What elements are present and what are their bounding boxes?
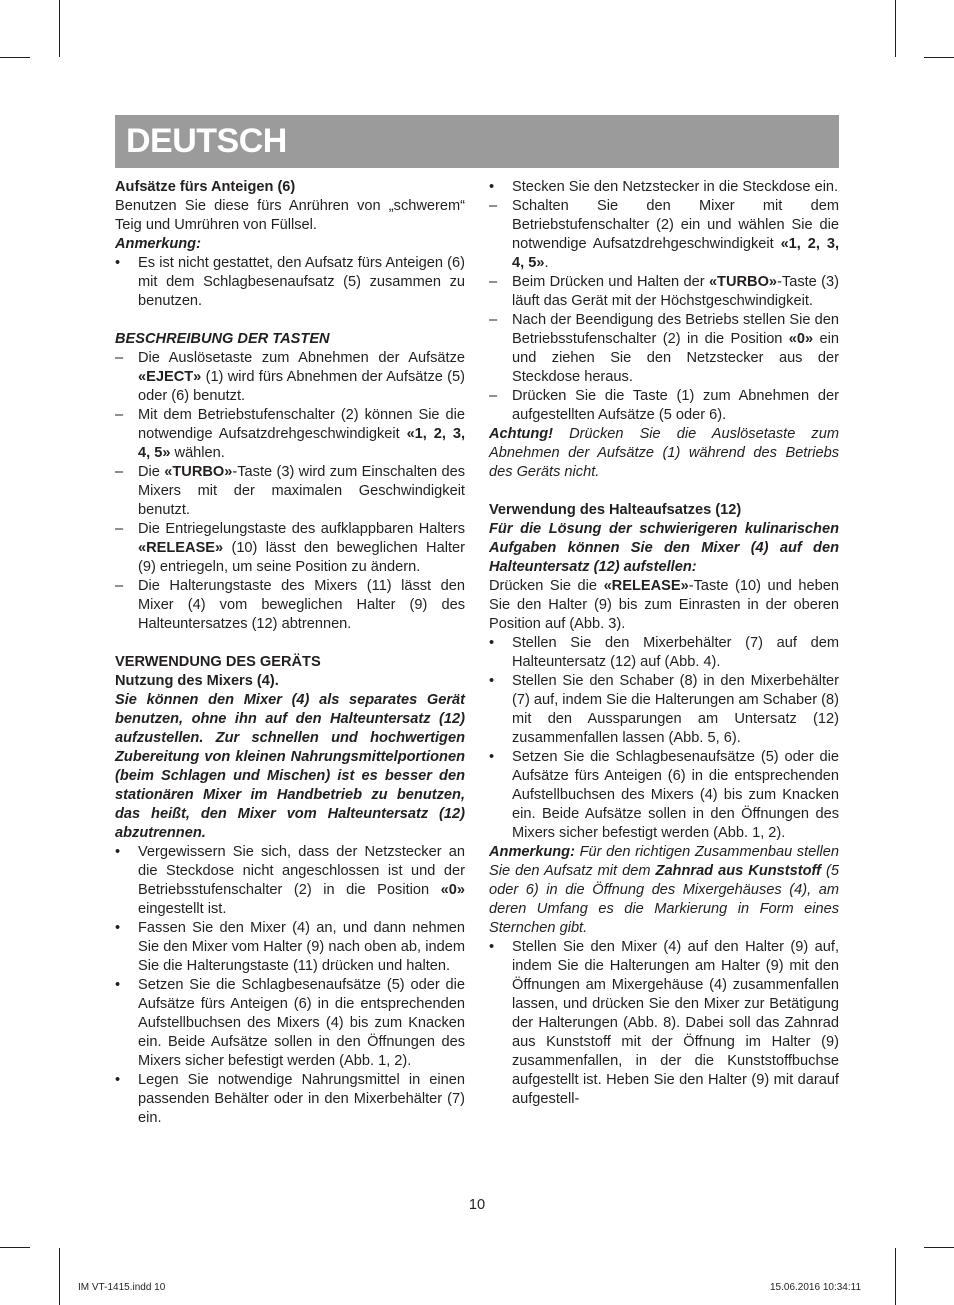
dash-mark: –: [489, 274, 498, 290]
list-item-text: Die Halterungstaste des Mixers (11) lässt den Mixer (4) vom beweglichen Halter (9) des Halteuntersatzes (12) abtrennen.: [138, 578, 465, 632]
list-item: [489, 273, 839, 311]
list-item-text: Es ist nicht gestattet, den Aufsatz fürs Anteigen (6) mit dem Schlagbesenaufsatz (5) zusammen zu benutzen.: [138, 255, 465, 309]
key-label: «1, 2, 3, 4, 5»: [512, 236, 839, 271]
key-label: «0»: [440, 882, 465, 898]
list-item-text: Vergewissern Sie sich, dass der Netzstecker an die Steckdose nicht angeschlossen ist und der Betriebsstufenschalter (2) in die Position: [138, 844, 465, 898]
note-emphasis: Zahnrad aus Kunststoff: [655, 863, 821, 879]
list-item: [115, 520, 465, 577]
list-item-text: eingestellt ist.: [138, 901, 227, 917]
list-item-text: Nach der Beendigung des Betriebs stellen Sie den Betriebsstufenschalter (2) in die Position: [512, 312, 839, 347]
key-label: «0»: [788, 331, 814, 347]
left-column: [115, 178, 465, 1128]
list-item: [115, 843, 465, 919]
list-item-text: Stellen Sie den Mixer (4) auf den Halter (9) auf, indem Sie die Halterungen am Halter (9) mit den Öffnungen am Mixergehäuse (4) zusammenfallen lassen, und drücken Sie den Mixer zur Betätigung der Halterungen (Abb. 8). Dabei soll das Zahnrad aus Kunststoff mit der Öffnung im Halter (9) zusammenfallen, in der die Kunststoffbuchse aufgestellt ist. Heben Sie den Halter (9) mit darauf aufgestell-: [512, 939, 839, 1107]
dash-mark: –: [115, 578, 124, 594]
bullet-mark: •: [489, 749, 495, 765]
list-item: [115, 577, 465, 634]
key-label: «1, 2, 3, 4, 5»: [138, 426, 465, 461]
crop-mark: [0, 1247, 30, 1248]
list-item-text: -Taste (3) wird zum Einschalten des Mixers mit der maximalen Geschwindigkeit benutzt.: [138, 464, 466, 518]
list-item-text: Beim Drücken und Halten der: [512, 274, 709, 290]
language-banner: [115, 115, 839, 168]
dash-mark: –: [115, 521, 124, 537]
paragraph-text: Drücken Sie die: [489, 578, 604, 594]
note-text: Für den richtigen Zusammenbau stellen Sie den Aufsatz mit dem: [489, 844, 839, 879]
note-text: (5 oder 6) in die Öffnung des Mixergehäuses (4), am deren Umfang es die Markierung in Form eines Sternchen gibt.: [489, 863, 839, 936]
section-heading: VERWENDUNG DES GERÄTS: [115, 654, 321, 670]
footer-datetime: 15.06.2016 10:34:11: [770, 1282, 862, 1293]
list-item: [489, 672, 839, 748]
bullet-mark: •: [115, 920, 121, 936]
list-item: [115, 406, 465, 463]
list-item: [115, 1071, 465, 1128]
list-item: [489, 197, 839, 273]
right-column: [489, 178, 839, 1109]
bullet-mark: •: [115, 255, 121, 271]
list-item-text: Stellen Sie den Mixerbehälter (7) auf dem Halteuntersatz (12) auf (Abb. 4).: [512, 635, 839, 670]
key-label: «TURBO»: [164, 464, 233, 480]
key-label: «RELEASE»: [603, 578, 689, 594]
intro-paragraph: Für die Lösung der schwierigeren kulinarischen Aufgaben können Sie den Mixer (4) auf den Halteuntersatz (12) aufstellen:: [489, 521, 839, 575]
key-label: «TURBO»: [708, 274, 778, 290]
dash-mark: –: [115, 407, 124, 423]
list-item: [489, 178, 839, 197]
list-item-text: Setzen Sie die Schlagbesenaufsätze (5) oder die Aufsätze fürs Anteigen (6) in die entsprechenden Aufstellbuchsen des Mixers (4) bis zum Knacken ein. Beide Aufsätze sollen in den Öffnungen des Mixers sicher befestigt werden (Abb. 1, 2).: [138, 977, 465, 1069]
bullet-mark: •: [115, 844, 121, 860]
crop-mark: [895, 1248, 896, 1305]
list-item-text: wählen.: [170, 445, 225, 461]
dash-mark: –: [489, 312, 498, 328]
footer-file-info: IM VT-1415.indd 10: [78, 1282, 166, 1293]
list-item: [489, 387, 839, 425]
dash-mark: –: [489, 198, 498, 214]
crop-mark: [895, 0, 896, 57]
list-item: [115, 976, 465, 1071]
note-label: Anmerkung:: [489, 844, 575, 860]
list-item: [115, 463, 465, 520]
bullet-mark: •: [489, 673, 495, 689]
bullet-mark: •: [489, 179, 495, 195]
dash-mark: –: [115, 464, 124, 480]
list-item-text: Die: [138, 464, 165, 480]
crop-mark: [59, 1248, 60, 1305]
crop-mark: [924, 57, 954, 58]
list-item-text: (10) lässt den beweglichen Halter (9) entriegeln, um seine Position zu ändern.: [138, 540, 465, 575]
section-heading: Aufsätze fürs Anteigen (6): [115, 179, 296, 195]
list-item-text: Legen Sie notwendige Nahrungsmittel in einen passenden Behälter oder in den Mixerbehälter (7) ein.: [138, 1072, 465, 1126]
crop-mark: [0, 57, 30, 58]
list-item-text: Setzen Sie die Schlagbesenaufsätze (5) oder die Aufsätze fürs Anteigen (6) in die entsprechenden Aufstellbuchsen des Mixers (4) bis zum Knacken ein. Beide Aufsätze sollen in den Öffnungen des Mixers sicher befestigt werden (Abb. 1, 2).: [512, 749, 839, 841]
list-item-text: (1) wird fürs Abnehmen der Aufsätze (5) oder (6) benutzt.: [138, 369, 465, 404]
list-item: [489, 938, 839, 1109]
bullet-mark: •: [115, 1072, 121, 1088]
bullet-mark: •: [115, 977, 121, 993]
list-item-text: Fassen Sie den Mixer (4) an, und dann nehmen Sie den Mixer vom Halter (9) nach oben ab, indem Sie die Halterungstaste (11) drücken und halten.: [138, 920, 465, 974]
list-item: [115, 349, 465, 406]
warning-paragraph: [489, 425, 839, 482]
list-item: [115, 254, 465, 311]
section-heading: BESCHREIBUNG DER TASTEN: [115, 331, 330, 347]
paragraph: Benutzen Sie diese fürs Anrühren von „schwerem“ Teig und Umrühren von Füllsel.: [115, 198, 465, 233]
list-item-text: Stellen Sie den Schaber (8) in den Mixerbehälter (7) auf, indem Sie die Halterungen am Schaber (8) mit den Aussparungen am Untersatz (12) zusammenfallen lassen (Abb. 5, 6).: [512, 673, 839, 746]
paragraph-text: -Taste (10) und heben Sie den Halter (9) bis zum Einrasten in der oberen Position auf (Abb. 3).: [489, 578, 839, 632]
dash-mark: –: [489, 388, 498, 404]
key-label: «EJECT»: [138, 369, 202, 385]
list-item-text: Stecken Sie den Netzstecker in die Steckdose ein.: [512, 179, 839, 195]
list-item-text: -Taste (3) läuft das Gerät mit der Höchstgeschwindigkeit.: [512, 274, 839, 309]
warning-text: Drücken Sie die Auslösetaste zum Abnehmen der Aufsätze (1) während des Betriebs des Geräts nicht.: [489, 426, 839, 480]
key-label: «RELEASE»: [138, 540, 224, 556]
list-item-text: Die Auslösetaste zum Abnehmen der Aufsätze: [138, 350, 465, 366]
note-paragraph: [489, 843, 839, 938]
list-item-text: ein und ziehen Sie den Netzstecker aus der Steckdose heraus.: [512, 331, 839, 385]
dash-mark: –: [115, 350, 124, 366]
language-title: DEUTSCH: [126, 122, 287, 160]
list-item: [115, 919, 465, 976]
bullet-mark: •: [489, 939, 495, 955]
section-subheading: Nutzung des Mixers (4).: [115, 673, 279, 689]
list-item-text: .: [544, 255, 549, 271]
crop-mark: [59, 0, 60, 57]
paragraph: [489, 577, 839, 634]
list-item: [489, 311, 839, 387]
bullet-mark: •: [489, 635, 495, 651]
warning-label: Achtung!: [489, 426, 554, 442]
list-item: [489, 748, 839, 843]
page-number: 10: [468, 1197, 486, 1213]
list-item-text: Drücken Sie die Taste (1) zum Abnehmen der aufgestellten Aufsätze (5 oder 6).: [512, 388, 839, 423]
list-item-text: Mit dem Betriebstufenschalter (2) können Sie die notwendige Aufsatzdrehgeschwindigkeit: [138, 407, 465, 442]
section-heading: Verwendung des Halteaufsatzes (12): [489, 502, 742, 518]
list-item: [489, 634, 839, 672]
crop-mark: [924, 1247, 954, 1248]
intro-paragraph: Sie können den Mixer (4) als separates Gerät benutzen, ohne ihn auf den Halteuntersatz (12) aufzustellen. Zur schnellen und hochwertigen Zubereitung von kleinen Nahrungsmittelportionen (beim Schlagen und Mischen) ist es besser den stationären Mixer im Handbetrieb zu benutzen, das heißt, den Mixer vom Halteuntersatz (12) abzutrennen.: [115, 692, 465, 841]
note-label: Anmerkung:: [115, 236, 201, 252]
list-item-text: Die Entriegelungstaste des aufklappbaren Halters: [138, 521, 465, 537]
list-item-text: Schalten Sie den Mixer mit dem Betriebstufenschalter (2) ein und wählen Sie die notwendige Aufsatzdrehgeschwindigkeit: [512, 198, 839, 252]
